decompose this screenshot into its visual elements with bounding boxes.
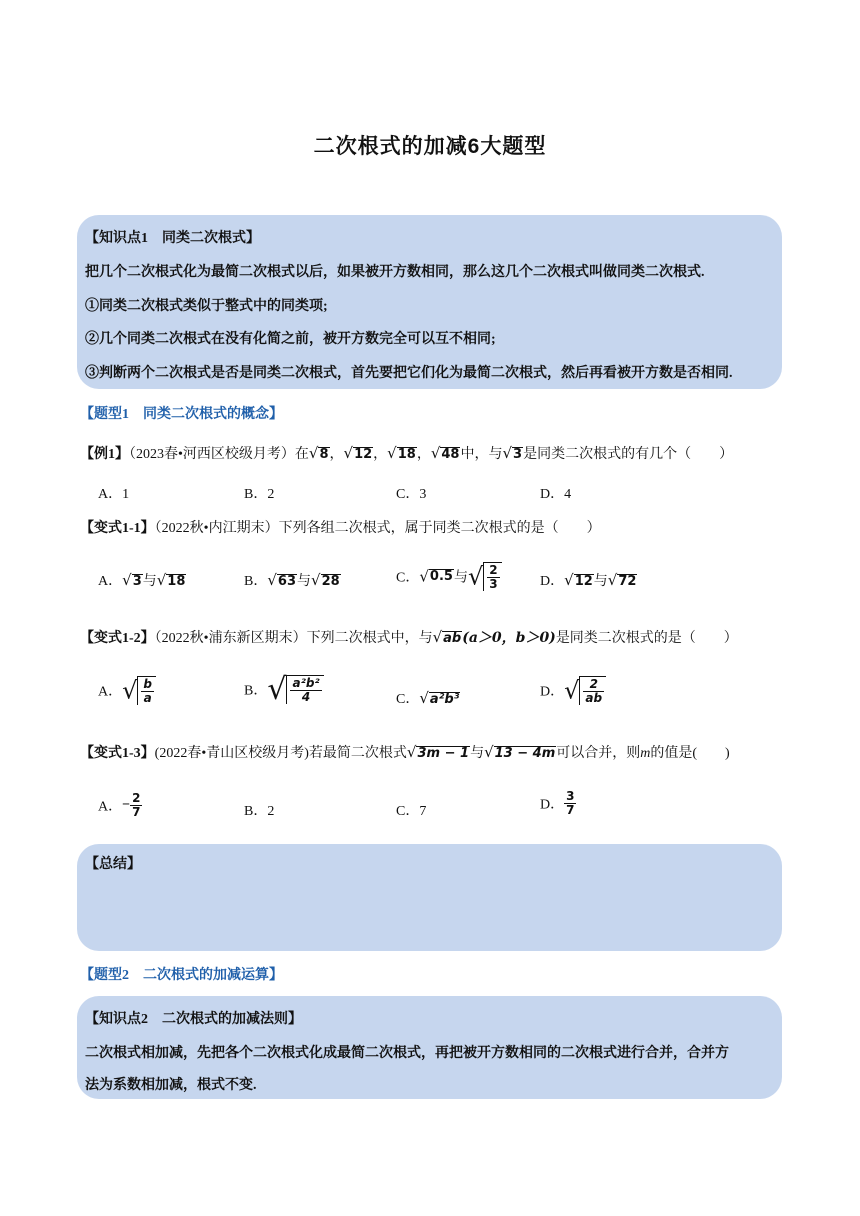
numerator: 3 <box>566 789 575 803</box>
denominator: 4 <box>301 690 311 704</box>
radicand: ab <box>443 631 462 646</box>
summary-box <box>77 844 782 951</box>
question-label: 【变式1-2】 <box>80 631 155 646</box>
option-b[interactable]: B．2 <box>244 804 275 819</box>
radical-sign-icon: √ <box>564 676 580 705</box>
knowledge-heading-2: 【知识点2 二次根式的加减法则】 <box>85 1012 302 1027</box>
option-a[interactable] <box>98 792 142 819</box>
radical-sign-icon: √ <box>564 571 574 589</box>
connector-text: 与 <box>453 570 468 586</box>
question-text: 若最简二次根式 <box>308 746 407 761</box>
radical-fraction <box>286 675 323 704</box>
radicand: 0.5 <box>429 569 453 584</box>
question-type-heading-1: 【题型1 同类二次根式的概念】 <box>80 407 283 422</box>
option-d[interactable]: D．4 <box>540 487 572 502</box>
radical-sign-icon: √ <box>430 444 441 462</box>
option-b[interactable]: B．2 <box>244 487 275 502</box>
option-a[interactable] <box>98 676 156 705</box>
question-text: 下列二次根式中，与 <box>306 631 433 646</box>
option-letter: B． <box>244 683 268 699</box>
question-source: (2022春•青山区校级月考) <box>154 746 309 761</box>
connector-text: 与 <box>593 574 608 589</box>
option-c[interactable] <box>396 688 460 708</box>
knowledge-line: ③判断两个二次根式是否是同类二次根式，首先要把它们化为最简二次根式，然后再看被开方数是否相同. <box>85 366 733 381</box>
radical-fraction <box>579 676 606 705</box>
knowledge-heading-1: 【知识点1 同类二次根式】 <box>85 231 260 246</box>
radicand: 8 <box>319 447 329 462</box>
numerator: 2 <box>489 563 498 577</box>
radical-sign-icon: √ <box>156 571 167 589</box>
radical-sign-icon: √ <box>311 571 321 589</box>
radicand: 12 <box>574 574 593 589</box>
radical-sign-icon: √ <box>343 444 354 462</box>
radical-sign-icon: √ <box>406 743 417 761</box>
option-letter: C． <box>396 692 420 707</box>
variant-1-2-question <box>80 627 738 647</box>
radical-sign-icon: √ <box>467 562 484 591</box>
denominator: 7 <box>132 805 141 819</box>
radical-sign-icon: √ <box>484 743 494 761</box>
numerator: 2 <box>583 678 604 692</box>
radical-sign-icon: √ <box>502 444 513 462</box>
radicand: 3m − 1 <box>417 746 470 761</box>
knowledge-line: ①同类二次根式类似于整式中的同类项; <box>85 299 328 314</box>
radical-sign-icon: √ <box>122 571 132 589</box>
radical-sign-icon: √ <box>267 672 287 707</box>
option-c[interactable]: C．7 <box>396 804 427 819</box>
question-text: 可以合并，则 <box>556 746 641 761</box>
option-d[interactable] <box>540 790 576 817</box>
condition: (a＞0，b＞0) <box>462 630 556 646</box>
knowledge-line: 法为系数相加减，根式不变. <box>85 1078 257 1093</box>
radicand: 48 <box>441 447 460 462</box>
radical-sign-icon: √ <box>267 571 277 589</box>
option-b[interactable] <box>244 570 341 590</box>
example-1-question: 【例1】（2023春•河西区校级月考）在√8，√12，√18，√48中，与√3是同类二次根式的有几个（ ） <box>80 444 734 462</box>
radical-sign-icon: √ <box>419 689 429 707</box>
summary-heading: 【总结】 <box>85 857 141 872</box>
question-text: 是同类二次根式的有几个（ ） <box>523 447 734 462</box>
option-letter: A． <box>98 684 123 700</box>
question-text: 的值是( ) <box>650 746 730 761</box>
question-text: 是同类二次根式的是（ ） <box>555 631 738 646</box>
denominator: a <box>143 691 152 705</box>
option-letter: D． <box>540 574 565 589</box>
minus-sign: − <box>122 797 131 813</box>
knowledge-line: 把几个二次根式化为最简二次根式以后，如果被开方数相同，那么这几个二次根式叫做同类二次根式. <box>85 265 705 280</box>
numerator: 2 <box>132 791 141 805</box>
question-text: 中，与 <box>460 447 503 462</box>
option-letter: C． <box>396 570 420 586</box>
question-text: 下列各组二次根式，属于同类二次根式的是（ ） <box>278 521 601 536</box>
option-d[interactable] <box>540 676 606 705</box>
connector-text: 与 <box>297 574 311 589</box>
option-letter: D． <box>540 797 565 813</box>
radical-sign-icon: √ <box>432 628 443 646</box>
variant-1-1-question <box>80 517 601 537</box>
option-c[interactable] <box>396 562 502 591</box>
knowledge-line: ②几个同类二次根式在没有化简之前，被开方数完全可以互不相同; <box>85 332 496 347</box>
radicand: 72 <box>618 574 637 589</box>
option-letter: A． <box>98 799 123 815</box>
denominator: 3 <box>489 577 498 591</box>
option-d[interactable] <box>540 570 637 590</box>
option-b[interactable] <box>244 672 324 707</box>
radicand: 18 <box>167 574 186 589</box>
question-label: 【变式1-3】 <box>80 746 155 761</box>
knowledge-line: 二次根式相加减，先把各个二次根式化成最简二次根式，再把被开方数相同的二次根式进行合并，合并方 <box>85 1046 729 1061</box>
radicand: a²b³ <box>429 692 460 707</box>
option-letter: B． <box>244 574 268 589</box>
question-label: 【例1】 <box>80 447 129 462</box>
radicand: 18 <box>397 447 416 462</box>
connector-text: 与 <box>142 574 157 589</box>
page-title: 二次根式的加减6大题型 <box>313 135 547 158</box>
variable: m <box>640 746 651 761</box>
connector-text: 与 <box>470 746 485 761</box>
radicand: 12 <box>354 447 373 462</box>
question-source: （2022秋•浦东新区期末） <box>154 631 307 646</box>
radical-sign-icon: √ <box>122 676 138 705</box>
numerator: b <box>143 677 153 691</box>
option-c[interactable]: C．3 <box>396 487 427 502</box>
option-a[interactable]: A．1 <box>98 487 130 502</box>
numerator: a²b² <box>292 676 320 690</box>
variant-1-3-question <box>80 742 730 762</box>
radical-sign-icon: √ <box>308 444 319 462</box>
option-a[interactable] <box>98 570 186 590</box>
radicand: 28 <box>321 574 340 589</box>
radicand: 13 − 4m <box>494 746 556 761</box>
radical-sign-icon: √ <box>607 571 618 589</box>
denominator: 7 <box>566 803 575 817</box>
option-letter: A． <box>98 574 123 589</box>
radicand: 63 <box>277 574 296 589</box>
question-label: 【变式1-1】 <box>80 521 155 536</box>
question-source: （2023春•河西区校级月考） <box>129 447 295 462</box>
radicand: 3 <box>513 447 523 462</box>
question-source: （2022秋•内江期末） <box>154 521 279 536</box>
radical-sign-icon: √ <box>387 444 397 462</box>
knowledge-box-2 <box>77 996 782 1099</box>
radical-fraction <box>137 676 156 705</box>
question-text: 在 <box>294 447 309 462</box>
knowledge-box-1 <box>77 215 782 389</box>
radical-sign-icon: √ <box>419 567 429 586</box>
denominator: ab <box>585 691 603 705</box>
option-letter: D． <box>540 684 565 700</box>
question-type-heading-2: 【题型2 二次根式的加减运算】 <box>80 968 283 983</box>
radical-fraction <box>483 562 501 591</box>
radicand: 3 <box>132 574 142 589</box>
